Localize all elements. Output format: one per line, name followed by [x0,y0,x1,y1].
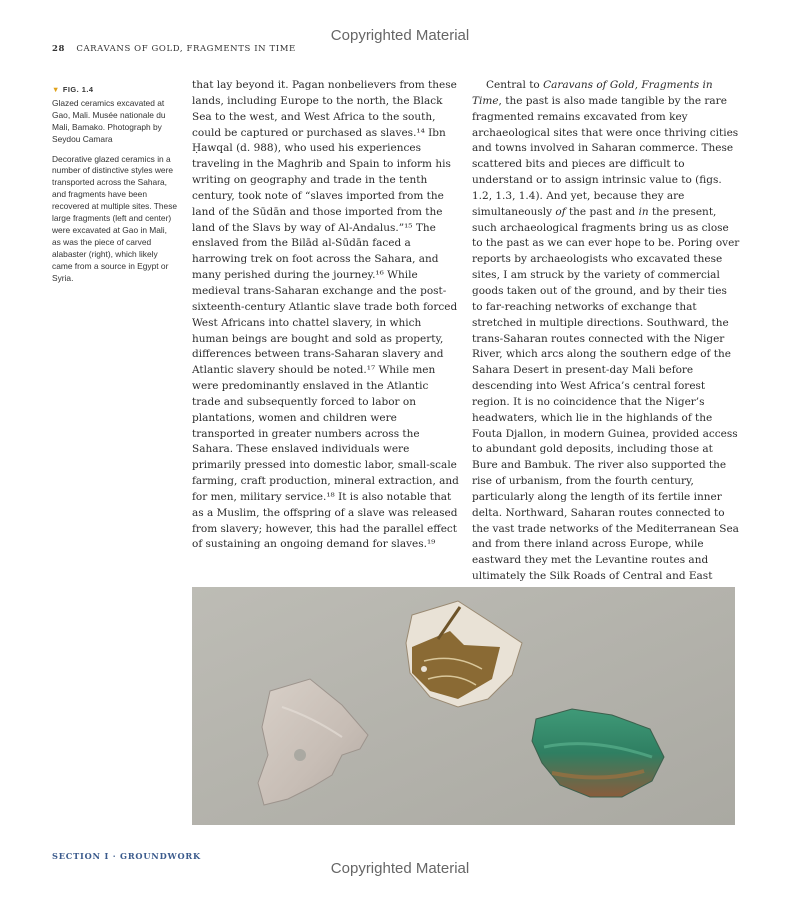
ceramics-photograph [192,587,735,825]
watermark-bottom: Copyrighted Material [330,860,470,877]
body-column-left [192,78,460,553]
book-title: Caravans of Gold, Fragments in Time [472,79,713,107]
figure-number: FIG. 1.4 [62,85,94,94]
body-column-right [472,78,740,601]
triangle-down-icon: ▼ [52,85,60,94]
body-paragraph: Central to Caravans of Gold, Fragments in Time, the past is also made tangible by the rare fragmented remains excavated from key archaeological sites that were once thriving cities and towns involved in Saharan commerce. These scattered bits and pieces are difficult to understand or to assign intrinsic value to (figs. 1.2, 1.3, 1.4). And yet, because they are simultaneously of the past and in the present, such archaeological fragments bring us as close to the past as we can ever hope to be. Poring over reports by archaeologists who excavated these sites, I am struck by the variety of commercial goods taken out of the ground, and by their ties to far-reaching networks of exchange that stretched in multiple directions. Southward, the trans-Saharan routes connected with the Niger River, which arcs along the southern edge of the Sahara Desert in present-day Mali before descending into West Africa’s central forest region. It is no coincidence that the Niger’s headwaters, which lie in the highlands of the Fouta Djallon, in modern Guinea, provided access to abundant gold deposits, including those at Bure and Bambuk. The river also supported the rise of urbanism, from the fourth century, particularly along the length of its fertile inner delta. Northward, Saharan routes connected to the vast trade networks of the Mediterranean Sea and from there inland across Europe, while eastward they met the Levantine routes and ultimately the Silk Roads of Central and East [472,79,740,583]
figure-caption-sidebar [52,84,178,293]
figure-label [52,84,178,96]
page-number: 28 [52,44,66,54]
section-footer: SECTION I · GROUNDWORK [52,851,201,861]
figure-description: Decorative glazed ceramics in a number of distinctive styles were transported across the Sahara, and fragments have been recovered at multiple sites. These large fragments (left and center) were excavated at Gao in Mali, as was the piece of carved alabaster (right), which likely came from a source in Egypt or Syria. [52,153,178,283]
body-paragraph: that lay beyond it. Pagan nonbelievers from these lands, including Europe to the north, the Black Sea to the west, and West Africa to the south, could be captured or purchased as slaves.¹⁴ Ibn Ḥawqal (d. 988), who used his experiences traveling in the Maghrib and Spain to inform his writing on geography and trade in the tenth century, took note of “slaves imported from the land of the Sūdān and those imported from the land of the Slavs by way of Al-Andalus.”¹⁵ The enslaved from the Bilād al-Sūdān faced a harrowing trek on foot across the Sahara, and many perished during the journey.¹⁶ While medieval trans-Saharan exchange and the post-sixteenth-century Atlantic slave trade both forced West Africans into chattel slavery, in which human beings are bought and sold as property, differences between trans-Saharan slavery and Atlantic slavery should be noted.¹⁷ While men were predominantly enslaved in the Atlantic trade and subsequently forced to labor on plantations, women and children were transported in greater numbers across the Sahara. These enslaved individuals were primarily pressed into domestic labor, small-scale farming, craft production, mineral extraction, and for men, military service.¹⁸ It is also notable that as a Muslim, the offspring of a slave was released from slavery; however, this had the parallel effect of sustaining an ongoing demand for slaves.¹⁹ [192,79,459,551]
ceramics-photo-illustration [192,587,735,825]
running-head-title: CARAVANS OF GOLD, FRAGMENTS IN TIME [76,44,296,54]
figure-caption: Glazed ceramics excavated at Gao, Mali. Musée nationale du Mali, Bamako. Photograph by Seydou Camara [52,97,166,144]
watermark-top: Copyrighted Material [330,27,470,44]
running-head [52,44,296,54]
